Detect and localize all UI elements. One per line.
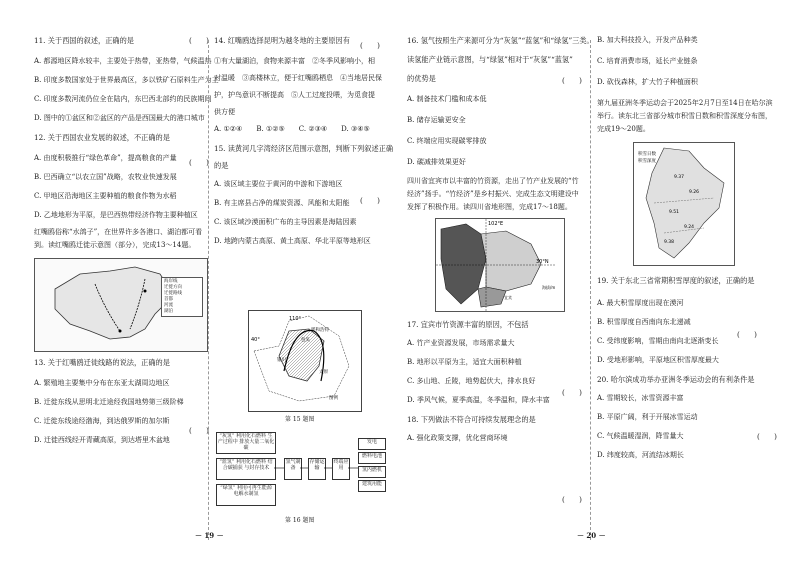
right-page <box>397 0 794 565</box>
capital-dot <box>144 290 147 293</box>
use-engine: 氢内燃机 <box>358 466 386 478</box>
q11-option-b: B. 印度多数国家处于世界最高区，多以铁矿石原料生产为主 <box>34 76 219 84</box>
q18-option-a: A. 强化政策支撑，优化营商环境 <box>407 434 508 442</box>
q18-option-b: B. 加大科技投入，开发产品种类 <box>597 36 698 44</box>
q16-stem: 16. 氢气按照生产来源可分为“灰氢”“蓝氢”和“绿氢”三类。 <box>407 36 594 45</box>
sichuan-lon-label: 102°E <box>488 221 504 227</box>
column-divider <box>208 40 209 540</box>
q16-option-d: D. 碳减排效果更好 <box>407 158 466 166</box>
use-fuel-cell: 燃料电池 <box>358 452 386 464</box>
q15-stem-2: 的是 <box>214 161 229 170</box>
flow-arrows <box>216 432 386 512</box>
map-legend <box>161 277 203 317</box>
column-divider-right <box>590 40 591 540</box>
left-column-2 <box>214 36 394 246</box>
q14-stem: 14. 红嘴鸥选择昆明为越冬地的主要原因有 <box>214 36 350 45</box>
map-label-lat: 40° <box>251 337 260 343</box>
q20-bracket: ( ) <box>757 432 777 441</box>
q16-option-a: A. 制备技术门槛和成本低 <box>407 95 487 103</box>
gull-migration-map <box>34 258 208 352</box>
q11-bracket: ( ) <box>189 36 209 45</box>
q19-option-c: C. 受纬度影响，雪期由南向北逐渐变长 <box>597 337 719 345</box>
china-outline <box>55 267 170 339</box>
q13-stem: 13. 关于红嘴鸥迁徙线路的说法，正确的是 <box>34 358 170 367</box>
q19-stem: 19. 关于东北三省常期积雪厚度的叙述，正确的是 <box>597 276 755 285</box>
q12-stem: 12. 关于西国农业发展的叙述，不正确的是 <box>34 133 170 142</box>
q14-line: 供方便 <box>214 108 235 116</box>
kunming-dot <box>119 330 122 333</box>
q17-bracket: ( ) <box>562 388 582 397</box>
q11-option-d: D. 图中的①盆区和②盆区的产品是西国最大的港口城市 <box>34 114 205 122</box>
q15-map <box>248 310 362 412</box>
q16-option-b: B. 储存运输更安全 <box>407 116 466 124</box>
q20-stem: 20. 哈尔滨成功举办亚洲冬季运动会的有利条件是 <box>597 375 755 384</box>
page-number-20: － 20 － <box>577 531 606 540</box>
q18-bracket: ( ) <box>562 495 582 504</box>
q12-option-d: D. 乙地地形为平原，是巴西热带经济作物主要种植区 <box>34 211 198 219</box>
legend-item: 首都 <box>164 297 173 302</box>
hydrogen-flow-diagram <box>216 432 386 512</box>
q14-bracket: ( ) <box>360 41 380 50</box>
yibin-label: 宜宾 <box>504 295 512 300</box>
q13-bracket: ( ) <box>189 426 209 435</box>
q12-bracket: ( ) <box>189 158 209 167</box>
q15-bracket: ( ) <box>360 196 380 205</box>
q14-option-b: B. ①②⑤ <box>256 125 285 133</box>
right-column-1 <box>407 36 594 443</box>
passage-bamboo: 四川省宜宾市以丰富的竹资源，走出了竹产业发展的“竹经济”扬手。“竹经济”是乡村振兴、完成生态文明建设中发挥了积极作用。读四川省地形图，完成17～18题。 <box>407 177 579 211</box>
q13-option-a: A. 繁殖地主要集中分布在东亚太湖周边地区 <box>34 379 170 387</box>
map-label-taiyuan: 太原 <box>319 370 328 375</box>
legend-item: 迁徙路线 <box>164 291 182 296</box>
q11-option-c: C. 印度多数河流仍位全在陆内，东巴西北部约的民族期间 <box>34 95 212 103</box>
q13-option-c: C. 迁徙东线途经渤海，到达俄罗斯的加尔斯 <box>34 417 170 425</box>
q15-option-a: A. 该区域主要位于黄河的中游和下游地区 <box>214 180 343 188</box>
northeast-china-map <box>633 142 735 266</box>
green-hydrogen-box: “绿氢” 利用可再生能源 电解水制氢 <box>216 484 276 506</box>
legend-item: 河流 <box>164 303 173 308</box>
q17-option-a: A. 竹产业资源发展，市场需求量大 <box>407 339 515 347</box>
q17-stem: 17. 宜宾市竹资源丰富的原因，不包括 <box>407 320 529 329</box>
snow-depth-label: 积雪深度 <box>638 159 656 164</box>
q11-option-a: A. 都源地区降水较丰，主要处于热带，亚热带，气候温热 <box>34 57 212 65</box>
map-label-hohhot: 呼和浩特 <box>311 328 329 333</box>
q14-option-c: C. ②③④ <box>298 125 328 133</box>
transport-box: 存储运输 <box>308 458 326 480</box>
value-label: 9.37 <box>674 175 685 180</box>
q16-option-c: C. 终端应用实现碳零排放 <box>407 137 487 145</box>
page-number-19: － 19 － <box>195 531 224 540</box>
blue-hydrogen-box: “蓝氢” 利用化石燃料 结合碳捕获 与封存技术 <box>216 458 276 480</box>
q17-option-b: B. 地形以平原为主，适宜大面积种植 <box>407 358 522 366</box>
q17-option-d: D. 季风气候，夏季高温，冬季温和，降水丰富 <box>407 396 550 404</box>
legend-item: 湖泊 <box>164 309 173 314</box>
snow-days-label: 积雪日数 <box>638 152 656 157</box>
q14-option-a: A. ①②④ <box>214 125 243 133</box>
q16-stem-3: 的优势是 <box>407 74 436 83</box>
sichuan-lat-label: 30°N <box>536 259 549 265</box>
left-column-1 <box>34 36 219 445</box>
q17-option-c: C. 多山地、丘陵，地势起伏大，排水良好 <box>407 377 536 385</box>
q15-option-d: D. 地跨内蒙古高原、黄土高原、华北平原等地形区 <box>214 237 371 245</box>
q13-option-d: D. 迁徙西线经开青藏高原，到达塔里木盆地 <box>34 436 170 444</box>
passage-red-gull: 红嘴鸥俗称“水鸽子”，在世界许多各港口、湖泊都可看到。读红嘴鸥迁徙示意图（部分），完成13～14题。 <box>34 228 203 249</box>
q15-option-b: B. 有主席县占净的煤炭资源、风能和太阳能 <box>214 199 350 207</box>
legend-item: 迁徙方向 <box>164 285 182 290</box>
q16-stem-2: 读氢能产业链示意图，与“绿氢”相对于“灰氢”“蓝氢” <box>407 55 573 64</box>
q13-option-b: B. 迁徙东线从思明北迁途经我国地势第三级阶梯 <box>34 398 184 406</box>
q19-option-a: A. 最大积雪厚度出现在漠河 <box>597 299 684 307</box>
southern-zone <box>478 287 506 307</box>
map-label-baotou: 包头 <box>301 338 310 343</box>
sichuan-map-svg <box>436 219 564 311</box>
value-label: 9.24 <box>684 225 695 230</box>
passage-harbin: 第九届亚洲冬季运动会于2025年2月7日至14日在哈尔滨举行。读东北三省部分城市积雪日数和积雪深度分布图，完成19～20题。 <box>597 99 773 133</box>
q20-option-c: C. 气候温暖湿润，降雪量大 <box>597 432 684 440</box>
q14-line: 对温暖 ③高楼林立，便于红嘴鸥栖息 ④当地居民保 <box>214 74 382 82</box>
q20-option-d: D. 纬度较高，河流结冰期长 <box>597 451 684 459</box>
q12-option-a: A. 由度积极推行“绿色革命”，提高粮食的产量 <box>34 154 177 162</box>
legend-item: 海岸线 <box>164 279 178 284</box>
q18-option-d: D. 砍伐森林，扩大竹子种植面积 <box>597 78 698 86</box>
map-label-yinchuan: 银川 <box>277 358 286 363</box>
region-shading <box>279 329 324 381</box>
use-power: 发电 <box>358 438 386 450</box>
sichuan-legend-title: 海拔/m <box>542 285 556 290</box>
q20-option-a: A. 雪期较长，冰雪资源丰富 <box>597 394 684 402</box>
q15-option-c: C. 该区域沙漠面积广布的主导因素是海陆因素 <box>214 218 357 226</box>
q15-stem: 15. 读黄河几字湾经济区范围示意图，判断下列叙述正确 <box>214 144 394 153</box>
q19-option-d: D. 受地形影响，平原地区积雪厚度最大 <box>597 356 719 364</box>
q11-stem: 11. 关于西国的叙述，正确的是 <box>34 36 134 45</box>
value-label: 9.38 <box>664 240 675 245</box>
map-legend-title: 图例 <box>329 396 338 401</box>
q19-bracket: ( ) <box>737 330 757 339</box>
q14-line: ①有大量湖泊，食物来源丰富 ②冬季风影响小，相 <box>214 57 375 65</box>
map-label-lon: 110° <box>289 316 302 322</box>
q14-option-d: D. ③④⑤ <box>341 125 370 133</box>
value-label: 9.26 <box>689 190 700 195</box>
use-building: 建筑用能 <box>358 480 386 492</box>
q12-option-c: C. 甲地区沿海地区主要种植的粮食作物为水稻 <box>34 192 177 200</box>
q20-option-b: B. 平原广阔，利于开展冰雪运动 <box>597 413 698 421</box>
northeast-outline <box>646 148 724 258</box>
q16-caption: 第 16 题图 <box>285 517 315 524</box>
application-box: 终端应用 <box>332 458 350 480</box>
sichuan-map <box>435 218 565 312</box>
q18-option-c: C. 培育消费市场，延长产业链条 <box>597 57 698 65</box>
q14-line: 护，护鸟意识不断提高 ⑤人工过度投喂，为觅食提 <box>214 91 375 99</box>
q19-option-b: B. 积雪厚度自西南向东北递减 <box>597 318 691 326</box>
q18-stem: 18. 下列做法不符合可持续发展理念的是 <box>407 415 536 424</box>
q15-caption: 第 15 题图 <box>285 416 315 423</box>
grey-hydrogen-box: “灰氢” 利用化石燃料 生产过程中 排放大量二氧化碳 <box>216 432 276 454</box>
production-box: 氢气制备 <box>284 458 302 480</box>
right-column-2 <box>597 36 782 460</box>
east-basin <box>481 231 541 291</box>
q16-bracket: ( ) <box>562 76 582 85</box>
value-label: 9.51 <box>669 210 680 215</box>
northeast-map-svg <box>634 143 734 265</box>
q15-map-svg <box>249 311 361 411</box>
q12-option-b: B. 巴西确立“以农立国”战略，农牧业快速发展 <box>34 173 177 181</box>
